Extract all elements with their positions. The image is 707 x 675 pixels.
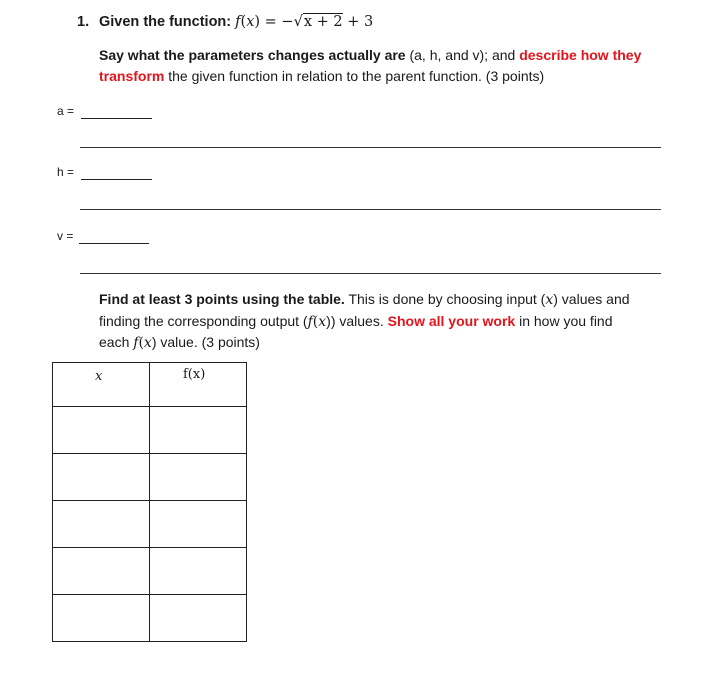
table-row — [53, 407, 247, 454]
param-v-label: v = — [57, 229, 74, 243]
fx-input-cell[interactable] — [150, 454, 247, 501]
table-row — [53, 501, 247, 548]
x-input-cell[interactable] — [53, 454, 150, 501]
fx-input-cell[interactable] — [150, 548, 247, 595]
function-expression: f(x) = −√x + 2 + 3 — [235, 14, 374, 30]
question-title — [99, 14, 373, 30]
table-header-row — [53, 363, 247, 407]
question-number: 1. — [77, 14, 90, 30]
x-input-cell[interactable] — [53, 407, 150, 454]
instruction-line-1: Say what the parameters changes actually are (a, h, and v); and describe how they — [99, 47, 642, 63]
param-a-answer-blank[interactable] — [81, 118, 152, 119]
table-row — [53, 548, 247, 595]
param-h-description-line[interactable] — [80, 209, 661, 210]
param-v-description-line[interactable] — [80, 273, 661, 274]
fx-input-cell[interactable] — [150, 595, 247, 642]
x-input-cell[interactable] — [53, 595, 150, 642]
param-a-description-line[interactable] — [80, 147, 661, 148]
question-title-text: Given the function: — [99, 14, 232, 30]
table-row — [53, 454, 247, 501]
x-input-cell[interactable] — [53, 501, 150, 548]
points-line-2: finding the corresponding output (f(x)) values. Show all your work in how you find — [99, 312, 613, 330]
param-h-label: h = — [57, 165, 75, 179]
points-instruction — [99, 289, 630, 354]
x-input-cell[interactable] — [53, 548, 150, 595]
points-table — [52, 362, 247, 642]
header-x-cell — [53, 363, 150, 407]
table-row — [53, 595, 247, 642]
param-v-answer-blank[interactable] — [79, 243, 149, 244]
param-h-answer-blank[interactable] — [81, 179, 152, 180]
points-line-1: Find at least 3 points using the table. This is done by choosing input (x) values and — [99, 291, 630, 308]
instruction-line-2: transform the given function in relation to the parent function. (3 points) — [99, 67, 545, 84]
header-fx-cell — [150, 363, 247, 407]
header-fx: f(x) — [183, 367, 206, 382]
fx-input-cell[interactable] — [150, 501, 247, 548]
fx-input-cell[interactable] — [150, 407, 247, 454]
header-x: x — [95, 369, 103, 384]
points-line-3: each f(x) value. (3 points) — [99, 334, 260, 351]
param-a-label: a = — [57, 104, 75, 118]
instruction-paragraph — [99, 45, 641, 86]
